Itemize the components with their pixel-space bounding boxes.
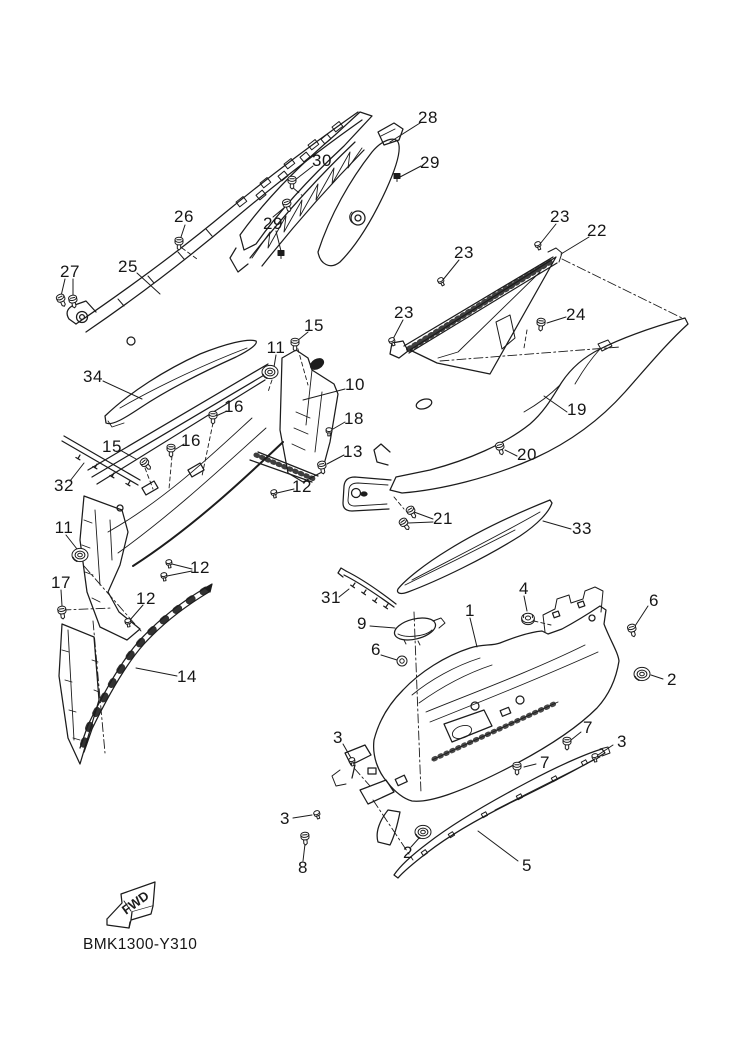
callout-29: 29: [420, 153, 440, 172]
screw-27: [55, 293, 68, 308]
callout-31: 31: [321, 588, 341, 607]
callout-34: 34: [83, 367, 103, 386]
grommet-11: [262, 365, 278, 378]
callout-23: 23: [454, 243, 474, 262]
screw-30: [288, 176, 296, 189]
callout-3: 3: [280, 809, 290, 828]
screw-7: [513, 762, 521, 775]
construction-lines: [62, 187, 682, 860]
callout-11: 11: [266, 338, 286, 357]
callout-4: 4: [519, 579, 529, 598]
callout-6: 6: [371, 640, 381, 659]
screw-17: [57, 606, 67, 620]
callout-28: 28: [418, 108, 438, 127]
grommet-2: [634, 667, 650, 680]
part-9-cap: [392, 614, 445, 645]
callout-33: 33: [572, 519, 592, 538]
grommet-2: [415, 825, 431, 838]
part-14-rail: [80, 584, 212, 752]
part-28-cover-assembly: [230, 112, 403, 272]
callout-2: 2: [403, 843, 413, 862]
screw-13: [317, 461, 327, 475]
screw-29: [282, 198, 294, 213]
callout-23: 23: [394, 303, 414, 322]
rivet-23: [388, 337, 397, 347]
part-25-molding: [67, 112, 362, 345]
callout-25: 25: [118, 257, 138, 276]
callout-9: 9: [357, 614, 367, 633]
screw-16: [209, 411, 217, 424]
callout-2: 2: [667, 670, 677, 689]
callout-7: 7: [540, 753, 550, 772]
screw-6: [627, 623, 638, 637]
part-31-strip: [338, 568, 396, 609]
ring-6: [397, 656, 407, 666]
callout-5: 5: [522, 856, 532, 875]
rivet-12: [161, 572, 168, 581]
callout-16: 16: [224, 397, 244, 416]
screw-20: [495, 441, 506, 455]
callout-1: 1: [465, 601, 475, 620]
callout-20: 20: [517, 445, 537, 464]
ring-6-inner: [400, 659, 404, 663]
grommet-11: [72, 548, 88, 561]
part-1-side-cover: [332, 587, 619, 845]
screw-7: [563, 737, 571, 750]
screw-21: [398, 517, 412, 532]
callout-26: 26: [174, 207, 194, 226]
part-22-panel: [390, 248, 562, 374]
callout-17: 17: [51, 573, 71, 592]
screw-8: [301, 832, 310, 845]
rivet-3: [313, 810, 321, 820]
rivet-12: [166, 559, 173, 568]
callout-30: 30: [312, 151, 332, 170]
clip-29: [394, 174, 400, 182]
callout-8: 8: [298, 858, 308, 877]
part-21-stay-bracket: [343, 477, 391, 511]
callout-12: 12: [190, 558, 210, 577]
callout-11: 11: [54, 518, 74, 537]
axis-dashed-lines: [145, 248, 551, 625]
fwd-label: FWD: [118, 887, 152, 918]
callout-15: 15: [304, 316, 324, 335]
callout-24: 24: [566, 305, 586, 324]
clip-29: [278, 251, 284, 259]
callout-22: 22: [587, 221, 607, 240]
callout-13: 13: [343, 442, 363, 461]
callout-10: 10: [345, 375, 365, 394]
screw-16: [167, 444, 175, 457]
callout-3: 3: [333, 728, 343, 747]
callout-23: 23: [550, 207, 570, 226]
callout-18: 18: [344, 409, 364, 428]
callout-12: 12: [136, 589, 156, 608]
callout-15: 15: [102, 437, 122, 456]
callout-12: 12: [292, 477, 312, 496]
callout-7: 7: [583, 718, 593, 737]
part-10-floorboard-assembly: [59, 350, 338, 764]
screw-24: [536, 318, 545, 331]
callout-32: 32: [54, 476, 74, 495]
part-5-lower-trim: [394, 747, 610, 878]
rivet-12: [125, 618, 132, 627]
part-32-strip: [62, 436, 140, 486]
callout-27: 27: [60, 262, 80, 281]
callout-29: 29: [263, 214, 283, 233]
fasteners: [55, 174, 650, 846]
callout-3: 3: [617, 732, 627, 751]
screw-27: [68, 294, 78, 308]
rivet-12: [270, 489, 278, 498]
callout-19: 19: [567, 400, 587, 419]
nut-4: [522, 613, 535, 624]
callout-16: 16: [181, 431, 201, 450]
diagram-code: BMK1300-Y310: [83, 936, 198, 953]
fwd-arrow: [107, 882, 155, 928]
callout-21: 21: [433, 509, 453, 528]
callout-14: 14: [177, 667, 197, 686]
callout-6: 6: [649, 591, 659, 610]
